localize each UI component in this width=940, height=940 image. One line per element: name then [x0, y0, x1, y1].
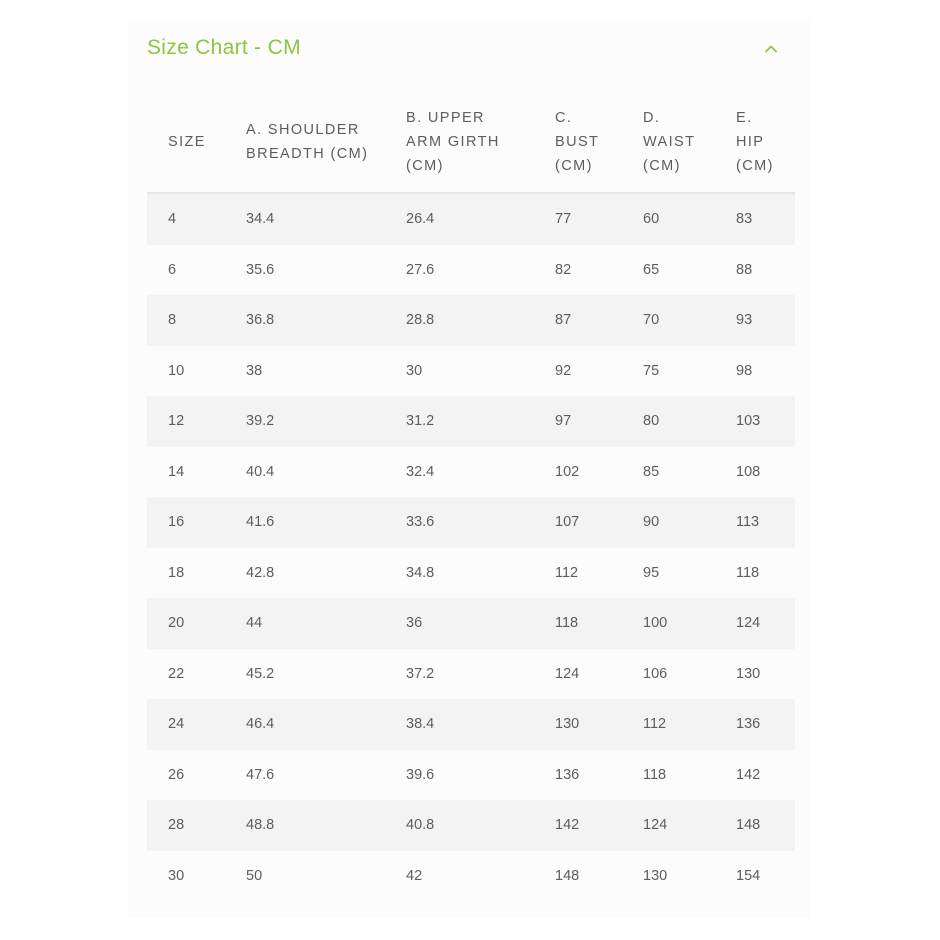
table-cell: 124 — [555, 665, 580, 682]
header-line: HIP — [736, 134, 765, 150]
table-cell: 45.2 — [246, 665, 275, 682]
table-cell: 103 — [736, 413, 761, 429]
table-cell: 124 — [643, 817, 668, 833]
table-cell: 113 — [736, 514, 760, 530]
table-cell: 42.8 — [246, 564, 275, 581]
table-cell: 90 — [643, 514, 660, 530]
table-cell: 38 — [246, 362, 263, 379]
table-cell: 130 — [736, 665, 761, 682]
table-cell: 27.6 — [406, 261, 435, 278]
table-cell: 50 — [246, 867, 263, 884]
table-cell: 112 — [555, 564, 579, 581]
table-cell: 40.8 — [406, 817, 435, 833]
table-cell: 34.8 — [406, 564, 435, 581]
table-cell: 14 — [168, 463, 185, 480]
table-row — [147, 497, 795, 548]
header-hip — [736, 92, 774, 192]
table-cell: 112 — [643, 716, 667, 732]
table-cell: 4 — [168, 211, 177, 227]
header-line: ARM GIRTH — [406, 134, 500, 150]
table-cell: 39.6 — [406, 766, 435, 783]
table-cell: 102 — [555, 463, 580, 480]
table-cell: 24 — [168, 716, 185, 732]
table-row — [147, 598, 795, 649]
table-cell: 37.2 — [406, 665, 435, 682]
table-cell: 48.8 — [246, 817, 275, 833]
table-cell: 42 — [406, 867, 423, 884]
table-cell: 136 — [555, 766, 580, 783]
table-cell: 80 — [643, 413, 660, 429]
table-row — [147, 800, 795, 851]
table-cell: 28 — [168, 817, 185, 833]
table-cell: 107 — [555, 514, 580, 530]
table-cell: 26.4 — [406, 211, 435, 227]
table-cell: 136 — [736, 716, 761, 732]
table-cell: 35.6 — [246, 261, 275, 278]
collapse-toggle-button[interactable] — [753, 30, 789, 66]
header-line: D. — [643, 110, 661, 126]
table-cell: 95 — [643, 564, 660, 581]
table-cell: 98 — [736, 362, 753, 379]
header-waist — [643, 92, 695, 192]
table-cell: 70 — [643, 312, 660, 328]
table-body — [147, 194, 795, 901]
table-row — [147, 851, 795, 902]
table-cell: 93 — [736, 312, 753, 328]
table-cell: 33.6 — [406, 514, 435, 530]
header-line: BREADTH (CM) — [246, 146, 369, 162]
table-row — [147, 194, 795, 245]
header-line: (CM) — [555, 158, 593, 174]
table-row — [147, 245, 795, 296]
table-cell: 60 — [643, 211, 660, 227]
table-cell: 77 — [555, 211, 572, 227]
table-cell: 32.4 — [406, 463, 435, 480]
table-row — [147, 649, 795, 700]
table-row — [147, 346, 795, 397]
table-cell: 22 — [168, 665, 185, 682]
table-cell: 40.4 — [246, 463, 275, 480]
header-line: SIZE — [168, 134, 206, 150]
table-cell: 142 — [736, 766, 761, 783]
table-cell: 41.6 — [246, 514, 275, 530]
size-chart-panel — [128, 20, 810, 918]
panel-title: Size Chart - CM — [147, 36, 301, 59]
table-cell: 85 — [643, 463, 660, 480]
header-shoulder-breadth — [246, 92, 368, 192]
table-cell: 46.4 — [246, 716, 275, 732]
table-cell: 108 — [736, 463, 761, 480]
table-cell: 18 — [168, 564, 185, 581]
header-line: (CM) — [643, 158, 681, 174]
panel-header[interactable] — [147, 20, 791, 76]
table-cell: 124 — [736, 615, 761, 631]
table-cell: 30 — [406, 362, 423, 379]
table-row — [147, 548, 795, 599]
table-row — [147, 447, 795, 498]
table-row — [147, 699, 795, 750]
table-cell: 16 — [168, 514, 185, 530]
table-cell: 106 — [643, 665, 668, 682]
table-cell: 8 — [168, 312, 177, 328]
header-line: (CM) — [736, 158, 774, 174]
chevron-up-icon — [764, 44, 778, 53]
header-size — [168, 92, 206, 192]
table-cell: 92 — [555, 362, 572, 379]
table-cell: 82 — [555, 261, 572, 278]
table-cell: 47.6 — [246, 766, 275, 783]
table-cell: 6 — [168, 261, 177, 278]
header-line: BUST — [555, 134, 600, 150]
table-cell: 148 — [555, 867, 580, 884]
header-line: A. SHOULDER — [246, 122, 360, 138]
header-upper-arm-girth — [406, 92, 500, 192]
table-cell: 83 — [736, 211, 753, 227]
table-row — [147, 396, 795, 447]
header-bust — [555, 92, 599, 192]
table-cell: 26 — [168, 766, 185, 783]
table-cell: 118 — [643, 766, 667, 783]
table-cell: 118 — [736, 564, 760, 581]
table-cell: 97 — [555, 413, 572, 429]
table-cell: 75 — [643, 362, 660, 379]
table-row — [147, 295, 795, 346]
table-cell: 130 — [643, 867, 668, 884]
table-header-row — [147, 92, 795, 194]
table-cell: 88 — [736, 261, 753, 278]
header-line: (CM) — [406, 158, 444, 174]
table-cell: 10 — [168, 362, 185, 379]
table-cell: 154 — [736, 867, 761, 884]
table-cell: 44 — [246, 615, 263, 631]
header-line: E. — [736, 110, 753, 126]
header-line: C. — [555, 110, 573, 126]
table-cell: 31.2 — [406, 413, 435, 429]
size-table — [147, 92, 795, 901]
table-cell: 100 — [643, 615, 668, 631]
table-row — [147, 750, 795, 801]
table-cell: 20 — [168, 615, 185, 631]
table-cell: 148 — [736, 817, 761, 833]
table-cell: 12 — [168, 413, 185, 429]
table-cell: 28.8 — [406, 312, 435, 328]
table-cell: 87 — [555, 312, 572, 328]
table-cell: 118 — [555, 615, 579, 631]
table-cell: 30 — [168, 867, 185, 884]
table-cell: 34.4 — [246, 211, 275, 227]
table-cell: 142 — [555, 817, 580, 833]
table-cell: 130 — [555, 716, 580, 732]
table-cell: 36.8 — [246, 312, 275, 328]
table-cell: 65 — [643, 261, 660, 278]
table-cell: 39.2 — [246, 413, 275, 429]
table-cell: 38.4 — [406, 716, 435, 732]
header-line: WAIST — [643, 134, 696, 150]
table-cell: 36 — [406, 615, 423, 631]
header-line: B. UPPER — [406, 110, 485, 126]
